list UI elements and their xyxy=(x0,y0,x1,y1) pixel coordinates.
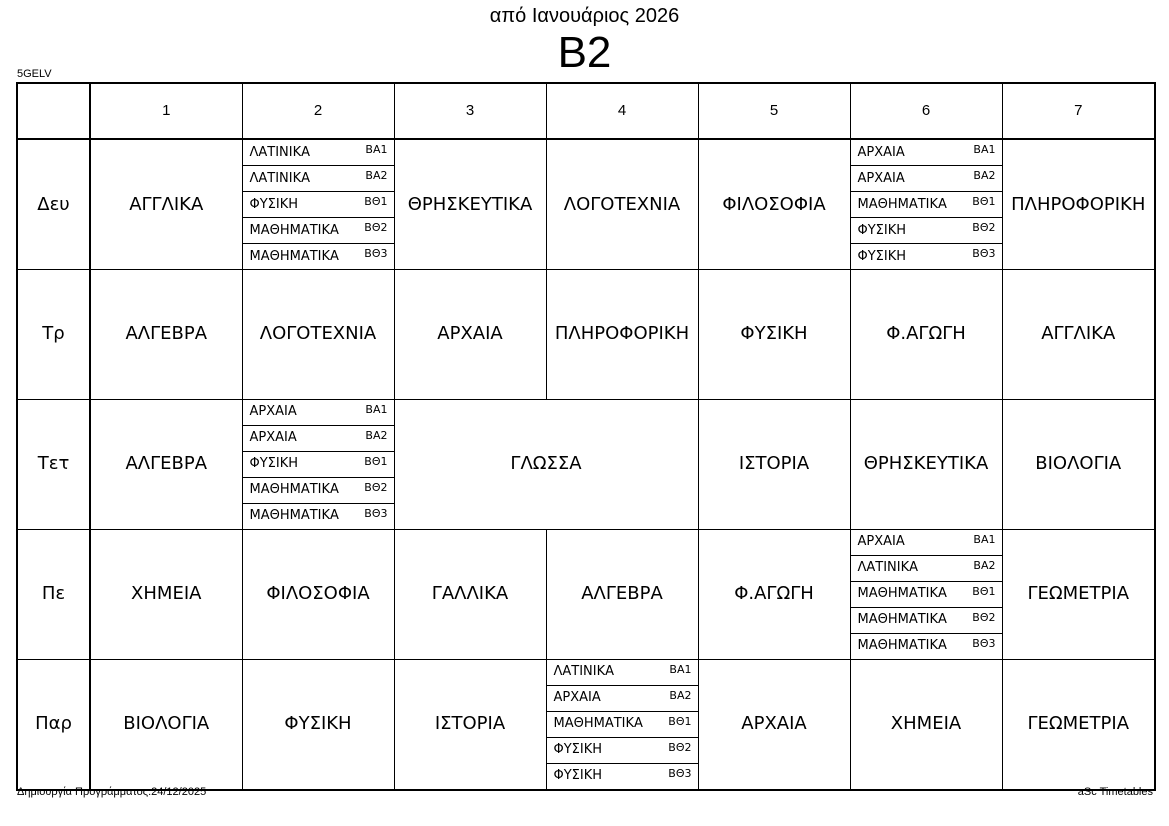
group-subject: ΛΑΤΙΝΙΚΑ xyxy=(249,170,311,186)
group-code: ΒΘ1 xyxy=(364,195,388,208)
group-subject: ΦΥΣΙΚΗ xyxy=(857,222,907,238)
group-lesson xyxy=(851,140,1002,166)
group-subject: ΛΑΤΙΝΙΚΑ xyxy=(857,560,919,576)
split-lesson-cell xyxy=(850,529,1002,659)
group-subject: ΑΡΧΑΙΑ xyxy=(249,430,297,446)
lesson-subject: ΑΛΓΕΒΡΑ xyxy=(581,583,663,605)
lesson-cell xyxy=(850,659,1002,790)
group-lesson xyxy=(243,192,394,218)
group-code: ΒΘ1 xyxy=(972,195,996,208)
day-label: Παρ xyxy=(17,659,90,790)
group-lesson xyxy=(547,686,698,712)
timetable-subtitle: από Ιανουάριος 2026 xyxy=(489,5,680,27)
lesson-subject: ΑΓΓΛΙΚΑ xyxy=(129,193,204,215)
group-lesson xyxy=(851,608,1002,634)
group-lesson xyxy=(851,192,1002,218)
lesson-subject: ΓΑΛΛΙΚΑ xyxy=(431,583,509,605)
timetable-grid xyxy=(16,82,1156,791)
day-label: Τρ xyxy=(17,270,90,400)
group-lesson xyxy=(851,166,1002,192)
day-label: Πε xyxy=(17,529,90,659)
lesson-subject: ΓΕΩΜΕΤΡΙΑ xyxy=(1027,713,1130,735)
period-header: 3 xyxy=(394,83,546,139)
group-code: ΒΘ2 xyxy=(668,740,692,754)
day-row-mon xyxy=(17,139,1155,270)
class-title: B2 xyxy=(557,28,612,77)
period-header: 5 xyxy=(698,83,850,139)
lesson-subject: ΑΛΓΕΒΡΑ xyxy=(125,453,208,475)
group-code: ΒΘ3 xyxy=(972,636,996,650)
group-subject: ΜΑΘΗΜΑΤΙΚΑ xyxy=(249,248,339,264)
period-header: 4 xyxy=(546,83,698,139)
lesson-subject: ΦΥΣΙΚΗ xyxy=(740,323,808,345)
lesson-subject: ΙΣΤΟΡΙΑ xyxy=(434,713,506,735)
group-lesson xyxy=(851,634,1002,659)
split-lesson-cell xyxy=(242,139,394,270)
creation-date: Δημιουργία Προγράμματος:24/12/2025 xyxy=(17,786,207,798)
lesson-cell xyxy=(1002,399,1155,529)
day-label: Δευ xyxy=(17,139,90,270)
group-subject: ΜΑΘΗΜΑΤΙΚΑ xyxy=(857,612,947,628)
lesson-subject: ΠΛΗΡΟΦΟΡΙΚΗ xyxy=(1011,193,1146,215)
lesson-subject: ΠΛΗΡΟΦΟΡΙΚΗ xyxy=(554,323,690,345)
group-subject: ΑΡΧΑΙΑ xyxy=(857,170,905,186)
lesson-cell xyxy=(546,139,698,270)
day-row-tue xyxy=(17,270,1155,400)
group-lesson xyxy=(243,244,394,269)
group-code: ΒΘ2 xyxy=(972,610,996,624)
group-lesson xyxy=(851,218,1002,244)
lesson-cell xyxy=(850,399,1002,529)
group-code: ΒΘ1 xyxy=(972,584,996,598)
group-code: ΒΑ1 xyxy=(973,143,996,156)
corner-cell xyxy=(17,83,90,139)
group-code: ΒΘ3 xyxy=(972,247,996,260)
group-lesson xyxy=(851,556,1002,582)
lesson-cell xyxy=(242,529,394,659)
group-subject: ΜΑΘΗΜΑΤΙΚΑ xyxy=(249,222,339,238)
group-code: ΒΘ3 xyxy=(668,766,692,780)
lesson-cell xyxy=(698,529,850,659)
group-code: ΒΘ2 xyxy=(364,221,388,234)
day-row-wed xyxy=(17,399,1155,529)
group-subject: ΜΑΘΗΜΑΤΙΚΑ xyxy=(249,508,339,524)
group-lesson xyxy=(547,764,698,789)
lesson-cell xyxy=(90,270,242,400)
split-lesson-cell xyxy=(242,399,394,529)
group-code: ΒΘ3 xyxy=(364,247,388,260)
lesson-subject: ΑΛΓΕΒΡΑ xyxy=(125,323,208,345)
lesson-cell xyxy=(90,659,242,790)
group-subject: ΦΥΣΙΚΗ xyxy=(553,742,603,758)
split-lesson-cell xyxy=(850,139,1002,270)
group-subject: ΦΥΣΙΚΗ xyxy=(249,456,299,472)
lesson-cell xyxy=(394,139,546,270)
lesson-subject: ΦΥΣΙΚΗ xyxy=(284,713,352,735)
group-subject: ΑΡΧΑΙΑ xyxy=(249,404,297,420)
group-code: ΒΘ2 xyxy=(972,221,996,234)
lesson-cell xyxy=(394,659,546,790)
day-row-fri xyxy=(17,659,1155,790)
group-code: ΒΘ1 xyxy=(364,454,388,468)
split-lesson-cell xyxy=(546,659,698,790)
period-header: 6 xyxy=(850,83,1002,139)
group-subject: ΦΥΣΙΚΗ xyxy=(857,248,907,264)
lesson-cell xyxy=(850,270,1002,400)
lesson-cell xyxy=(1002,270,1155,400)
group-subject: ΛΑΤΙΝΙΚΑ xyxy=(553,664,615,680)
lesson-cell xyxy=(242,659,394,790)
group-subject: ΜΑΘΗΜΑΤΙΚΑ xyxy=(553,716,643,732)
brand-credit: aSc Timetables xyxy=(1077,786,1153,798)
group-lesson xyxy=(547,712,698,738)
lesson-subject: ΑΡΧΑΙΑ xyxy=(741,713,807,735)
group-subject: ΜΑΘΗΜΑΤΙΚΑ xyxy=(249,482,339,498)
lesson-subject: ΒΙΟΛΟΓΙΑ xyxy=(123,713,210,735)
lesson-cell xyxy=(1002,659,1155,790)
group-subject: ΛΑΤΙΝΙΚΑ xyxy=(249,144,311,160)
group-subject: ΜΑΘΗΜΑΤΙΚΑ xyxy=(857,196,947,212)
lesson-cell xyxy=(698,659,850,790)
group-lesson xyxy=(547,660,698,686)
lesson-cell xyxy=(90,139,242,270)
lesson-cell xyxy=(698,139,850,270)
double-lesson-cell xyxy=(394,399,698,529)
lesson-subject: ΧΗΜΕΙΑ xyxy=(131,583,202,605)
lesson-subject: Φ.ΑΓΩΓΗ xyxy=(886,323,966,345)
lesson-subject: ΦΙΛΟΣΟΦΙΑ xyxy=(722,193,826,215)
group-lesson xyxy=(547,738,698,764)
lesson-subject: ΦΙΛΟΣΟΦΙΑ xyxy=(266,583,370,605)
group-code: ΒΑ1 xyxy=(669,662,692,676)
group-code: ΒΑ2 xyxy=(973,169,996,182)
group-lesson xyxy=(851,244,1002,269)
lesson-cell xyxy=(698,399,850,529)
group-lesson xyxy=(851,582,1002,608)
group-lesson xyxy=(243,140,394,166)
lesson-cell xyxy=(1002,139,1155,270)
group-subject: ΑΡΧΑΙΑ xyxy=(553,690,601,706)
group-lesson xyxy=(243,400,394,426)
period-header: 7 xyxy=(1002,83,1155,139)
group-lesson xyxy=(243,218,394,244)
day-label: Τετ xyxy=(17,399,90,529)
group-lesson xyxy=(243,166,394,192)
group-code: ΒΑ1 xyxy=(973,532,996,546)
group-lesson xyxy=(243,504,394,529)
group-subject: ΦΥΣΙΚΗ xyxy=(553,768,603,784)
lesson-cell xyxy=(242,270,394,400)
group-code: ΒΑ2 xyxy=(365,169,388,182)
group-code: ΒΑ2 xyxy=(973,558,996,572)
group-lesson xyxy=(243,452,394,478)
lesson-subject: ΙΣΤΟΡΙΑ xyxy=(738,453,810,475)
group-code: ΒΘ2 xyxy=(364,480,388,494)
lesson-subject: ΓΕΩΜΕΤΡΙΑ xyxy=(1027,583,1130,605)
lesson-subject: ΛΟΓΟΤΕΧΝΙΑ xyxy=(563,193,681,215)
lesson-subject: ΘΡΗΣΚΕΥΤΙΚΑ xyxy=(863,453,989,475)
lesson-subject: ΓΛΩΣΣΑ xyxy=(510,453,582,475)
lesson-cell xyxy=(394,270,546,400)
lesson-cell xyxy=(90,399,242,529)
lesson-cell xyxy=(698,270,850,400)
group-code: ΒΑ1 xyxy=(365,402,388,416)
lesson-cell xyxy=(546,529,698,659)
lesson-cell xyxy=(546,270,698,400)
period-header-row xyxy=(17,83,1155,139)
lesson-subject: ΧΗΜΕΙΑ xyxy=(890,713,962,735)
group-code: ΒΑ1 xyxy=(365,143,388,156)
group-subject: ΜΑΘΗΜΑΤΙΚΑ xyxy=(857,586,947,602)
lesson-subject: ΒΙΟΛΟΓΙΑ xyxy=(1035,453,1122,475)
period-header: 2 xyxy=(242,83,394,139)
lesson-subject: ΘΡΗΣΚΕΥΤΙΚΑ xyxy=(407,193,533,215)
lesson-cell xyxy=(394,529,546,659)
group-lesson xyxy=(851,530,1002,556)
group-subject: ΑΡΧΑΙΑ xyxy=(857,534,905,550)
school-code: 5GELV xyxy=(17,68,52,80)
group-code: ΒΘ3 xyxy=(364,506,388,520)
lesson-subject: ΑΓΓΛΙΚΑ xyxy=(1041,323,1116,345)
group-code: ΒΑ2 xyxy=(365,428,388,442)
period-header: 1 xyxy=(90,83,242,139)
group-code: ΒΘ1 xyxy=(668,714,692,728)
lesson-subject: ΑΡΧΑΙΑ xyxy=(437,323,503,345)
lesson-cell xyxy=(1002,529,1155,659)
group-subject: ΦΥΣΙΚΗ xyxy=(249,196,299,212)
group-lesson xyxy=(243,478,394,504)
group-subject: ΑΡΧΑΙΑ xyxy=(857,144,905,160)
group-subject: ΜΑΘΗΜΑΤΙΚΑ xyxy=(857,638,947,654)
lesson-subject: ΛΟΓΟΤΕΧΝΙΑ xyxy=(259,323,377,345)
lesson-cell xyxy=(90,529,242,659)
day-row-thu xyxy=(17,529,1155,659)
group-code: ΒΑ2 xyxy=(669,688,692,702)
lesson-subject: Φ.ΑΓΩΓΗ xyxy=(734,583,814,605)
group-lesson xyxy=(243,426,394,452)
